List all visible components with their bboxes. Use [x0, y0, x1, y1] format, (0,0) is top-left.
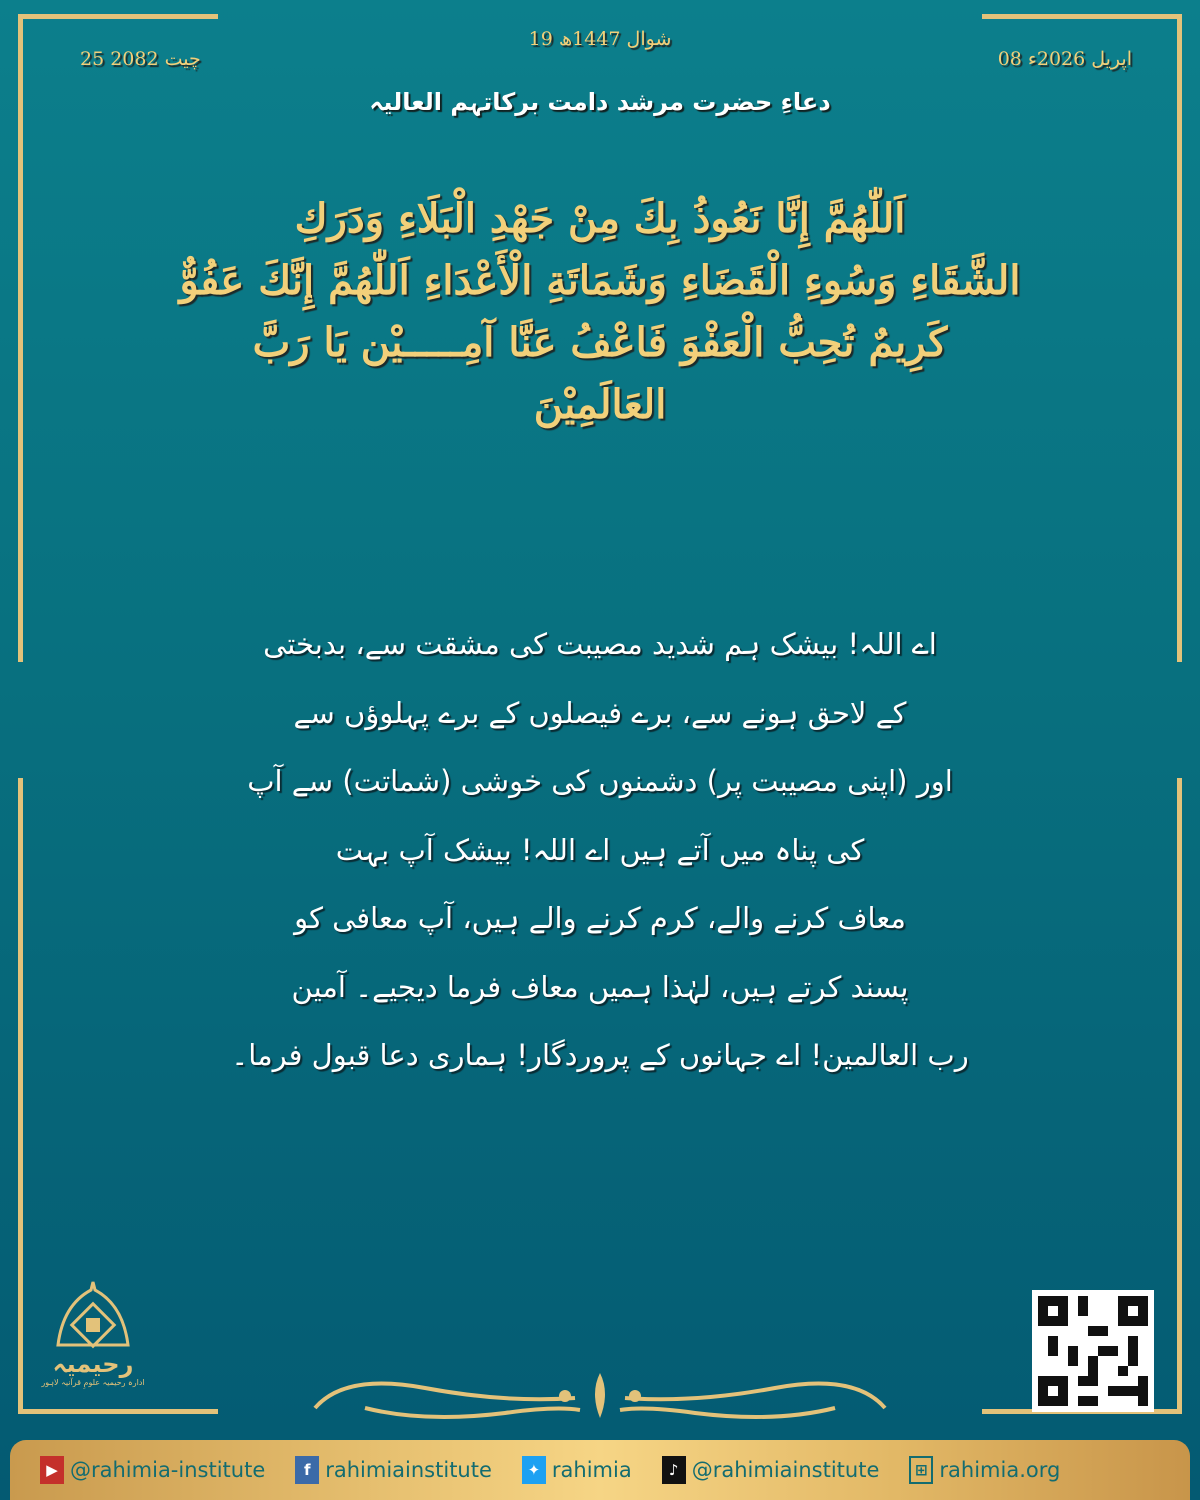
social-tiktok[interactable] — [662, 1456, 880, 1484]
urdu-line: اے اللہ! بیشک ہم شدید مصیبت کی مشقت سے، بدبختی — [263, 627, 937, 661]
youtube-icon: ▶ — [40, 1456, 64, 1484]
arabic-dua — [80, 188, 1120, 436]
social-twitter[interactable] — [522, 1456, 632, 1484]
urdu-line: کے لاحق ہونے سے، برے فیصلوں کے برے پہلوؤں سے — [293, 695, 907, 730]
web-icon: ⊞ — [909, 1456, 933, 1484]
dome-emblem-icon — [48, 1280, 138, 1350]
page-title: دعاءِ حضرت مرشد دامت برکاتہم العالیہ — [369, 88, 831, 116]
social-label: rahimiainstitute — [325, 1458, 492, 1482]
arabic-line: الشَّقَاءِ وَسُوءِ الْقَضَاءِ وَشَمَاتَةِ الْأَعْدَاءِ اَللّٰهُمَّ إِنَّكَ عَفُوٌّ — [179, 257, 1021, 304]
social-youtube[interactable] — [40, 1456, 265, 1484]
social-label: rahimia.org — [939, 1458, 1061, 1482]
arabic-line: العَالَمِيْنَ — [533, 381, 667, 428]
urdu-line: کی پناہ میں آتے ہیں اے اللہ! بیشک آپ بہت — [335, 832, 865, 867]
twitter-icon: ✦ — [522, 1456, 546, 1484]
urdu-line: پسند کرتے ہیں، لہٰذا ہمیں معاف فرما دیجیے۔ آمین — [291, 969, 909, 1004]
bikrami-date: 25 چیت 2082 — [80, 48, 201, 70]
social-label: @rahimia-institute — [70, 1458, 266, 1482]
logo-name: رحیمیہ — [52, 1350, 134, 1378]
rahimia-logo — [38, 1280, 148, 1430]
urdu-line: رب العالمین! اے جہانوں کے پروردگار! ہماری دعا قبول فرما۔ — [231, 1038, 969, 1072]
urdu-line: معاف کرنے والے، کرم کرنے والے ہیں، آپ معافی کو — [294, 901, 906, 935]
social-website[interactable] — [909, 1456, 1060, 1484]
qr-code[interactable] — [1032, 1290, 1154, 1412]
gregorian-date: 08 اپریل 2026ء — [997, 48, 1132, 70]
arabic-line: كَرِيمٌ تُحِبُّ الْعَفْوَ فَاعْفُ عَنَّا آمِـــــيْن يَا رَبَّ — [252, 319, 948, 366]
social-label: rahimia — [551, 1458, 632, 1482]
logo-subtitle: ادارہ رحیمیہ علومِ قرآنیہ لاہور — [41, 1378, 145, 1387]
qr-code-icon — [1038, 1296, 1148, 1406]
tiktok-icon: ♪ — [662, 1456, 686, 1484]
ornament-divider — [305, 1368, 895, 1428]
facebook-icon: f — [295, 1456, 319, 1484]
social-label: @rahimiainstitute — [691, 1458, 880, 1482]
social-bar — [10, 1440, 1190, 1500]
urdu-line: اور (اپنی مصیبت پر) دشمنوں کی خوشی (شماتت) سے آپ — [247, 764, 953, 798]
urdu-translation — [150, 610, 1050, 1090]
hijri-date: 19 شوال 1447ھ — [528, 28, 672, 50]
arabic-line: اَللّٰهُمَّ إِنَّا نَعُوذُ بِكَ مِنْ جَهْدِ الْبَلَاءِ وَدَرَكِ — [294, 195, 906, 242]
social-facebook[interactable] — [295, 1456, 492, 1484]
